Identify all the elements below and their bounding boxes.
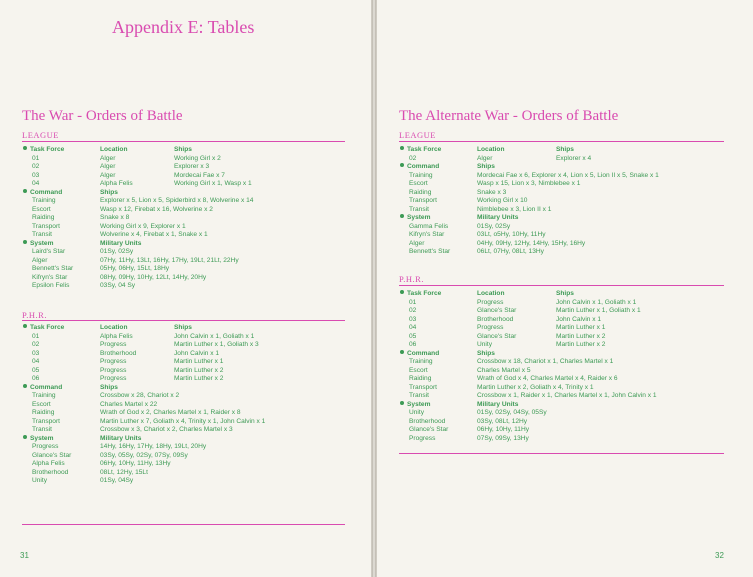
table-cell: Martin Luther x 1 bbox=[556, 324, 606, 331]
bullet-icon bbox=[400, 401, 404, 405]
table-row bbox=[400, 358, 734, 367]
table-cell: Nimblebee x 3, Lion II x 1 bbox=[477, 205, 552, 213]
phr-rule bbox=[399, 285, 724, 286]
task-header-label: Location bbox=[477, 146, 505, 153]
task-header-row bbox=[400, 290, 734, 299]
task-header-label: Ships bbox=[174, 324, 192, 331]
table-cell: John Calvin x 1, Goliath x 1 bbox=[556, 298, 637, 306]
table-cell: Wasp x 12, Firebat x 16, Wolverine x 2 bbox=[100, 205, 213, 213]
table-cell: Laird's Star bbox=[32, 248, 66, 255]
table-cell: Working Girl x 9, Explorer x 1 bbox=[100, 222, 186, 230]
task-header-label: Location bbox=[100, 146, 128, 153]
table-cell: Training bbox=[32, 197, 56, 204]
table-cell: Mordecai Fae x 7 bbox=[174, 171, 225, 179]
section-title-war: The War - Orders of Battle bbox=[22, 108, 183, 124]
table-cell: Unity bbox=[477, 341, 493, 348]
table-cell: Martin Luther x 7, Goliath x 4, Trinity x 1, John Calvin x 1 bbox=[100, 417, 266, 425]
table-cell: Transport bbox=[409, 383, 437, 391]
task-header-label: Task Force bbox=[407, 290, 442, 297]
right-phr-block bbox=[400, 290, 734, 443]
table-cell: 01Sy, 02Sy, 04Sy, 05Sy bbox=[477, 409, 547, 416]
bullet-icon bbox=[23, 146, 27, 150]
table-cell: 02 bbox=[409, 307, 417, 314]
table-row bbox=[400, 248, 734, 257]
table-cell: Progress bbox=[477, 324, 504, 331]
table-cell: Crossbow x 1, Raider x 1, Charles Martel x 1, John Calvin x 1 bbox=[477, 392, 657, 399]
table-cell: John Calvin x 1 bbox=[174, 349, 220, 357]
table-cell: Glance's Star bbox=[32, 451, 72, 459]
table-cell: 03Sy, 05Sy, 02Sy, 07Sy, 09Sy bbox=[100, 451, 188, 459]
command-header-label: Ships bbox=[100, 188, 118, 196]
league-rule bbox=[399, 141, 724, 142]
system-header-label: System bbox=[30, 434, 54, 442]
table-cell: Charles Martel x 22 bbox=[100, 400, 158, 408]
table-cell: Alger bbox=[100, 171, 116, 179]
table-row bbox=[400, 392, 734, 401]
command-header-row bbox=[23, 189, 353, 198]
table-cell: Crossbow x 18, Chariot x 1, Charles Martel x 1 bbox=[477, 358, 614, 365]
end-rule bbox=[22, 524, 345, 525]
table-cell: Bennett's Star bbox=[32, 265, 74, 272]
table-cell: Raiding bbox=[32, 409, 55, 416]
table-row bbox=[23, 350, 353, 359]
task-header-label: Location bbox=[477, 290, 505, 297]
system-header-label: Military Units bbox=[477, 400, 519, 408]
table-cell: 05Hy, 06Hy, 15Lt, 18Hy bbox=[100, 265, 170, 272]
table-cell: Progress bbox=[100, 375, 127, 382]
system-header-label: Military Units bbox=[100, 434, 142, 442]
table-cell: John Calvin x 1 bbox=[556, 315, 602, 323]
table-cell: Martin Luther x 1, Goliath x 3 bbox=[174, 341, 259, 348]
table-row bbox=[23, 375, 353, 384]
table-cell: Working Girl x 1, Wasp x 1 bbox=[174, 180, 252, 187]
table-cell: Training bbox=[32, 392, 56, 399]
table-cell: 03Sy, 04 Sy bbox=[100, 282, 136, 289]
table-row bbox=[23, 392, 353, 401]
table-cell: Training bbox=[409, 171, 433, 179]
table-cell: 02 bbox=[32, 163, 40, 170]
system-header-row bbox=[400, 401, 734, 410]
table-cell: Raiding bbox=[409, 188, 432, 196]
table-row bbox=[23, 265, 353, 274]
bullet-icon bbox=[400, 163, 404, 167]
table-cell: 05 bbox=[32, 366, 40, 374]
end-rule bbox=[399, 453, 724, 454]
table-cell: Transit bbox=[409, 392, 429, 399]
command-header-label: Command bbox=[407, 163, 440, 170]
table-cell: 06Hy, 10Hy, 11Hy, 13Hy bbox=[100, 460, 171, 467]
table-cell: Charles Martel x 5 bbox=[477, 366, 531, 374]
table-cell: Progress bbox=[100, 366, 127, 374]
table-cell: Transit bbox=[409, 205, 429, 213]
table-row bbox=[400, 341, 734, 350]
table-row bbox=[23, 443, 353, 452]
phr-rule bbox=[22, 320, 345, 321]
table-row bbox=[23, 452, 353, 461]
table-cell: Explorer x 5, Lion x 5, Spiderbird x 8, Wolverine x 14 bbox=[100, 197, 254, 204]
table-row bbox=[400, 172, 734, 181]
table-cell: Transport bbox=[32, 417, 60, 425]
table-cell: 03 bbox=[409, 315, 417, 323]
system-header-label: System bbox=[407, 214, 431, 221]
table-cell: 04 bbox=[409, 324, 417, 331]
table-cell: Working Girl x 10 bbox=[477, 197, 528, 204]
table-row bbox=[400, 231, 734, 240]
table-cell: Progress bbox=[100, 341, 127, 348]
table-cell: 06Lt, 07Hy, 08Lt, 13Hy bbox=[477, 248, 544, 255]
table-cell: Martin Luther x 2 bbox=[556, 341, 606, 348]
command-header-row bbox=[23, 384, 353, 393]
table-row bbox=[23, 214, 353, 223]
table-row bbox=[23, 180, 353, 189]
table-row bbox=[400, 435, 734, 444]
table-cell: Progress bbox=[32, 443, 59, 450]
right-page bbox=[376, 0, 753, 577]
table-cell: Training bbox=[409, 358, 433, 365]
bullet-icon bbox=[23, 384, 27, 388]
table-cell: Progress bbox=[477, 298, 504, 306]
table-row bbox=[400, 299, 734, 308]
table-cell: Martin Luther x 2 bbox=[174, 375, 224, 382]
table-row bbox=[23, 163, 353, 172]
task-header-label: Ships bbox=[556, 290, 574, 297]
table-cell: Wasp x 15, Lion x 3, Nimblebee x 1 bbox=[477, 180, 581, 187]
bullet-icon bbox=[23, 240, 27, 244]
table-cell: 03 bbox=[32, 349, 40, 357]
task-header-label: Ships bbox=[174, 146, 192, 153]
command-header-row bbox=[400, 163, 734, 172]
table-row bbox=[400, 324, 734, 333]
league-label: LEAGUE bbox=[22, 130, 59, 140]
table-cell: Brotherhood bbox=[477, 315, 514, 323]
table-cell: Glance's Star bbox=[477, 332, 517, 340]
table-row bbox=[400, 206, 734, 215]
table-cell: Working Girl x 2 bbox=[174, 154, 221, 162]
table-cell: Bennett's Star bbox=[409, 248, 451, 255]
table-cell: Brotherhood bbox=[409, 417, 446, 425]
table-cell: Progress bbox=[100, 358, 127, 365]
league-label: LEAGUE bbox=[399, 130, 436, 140]
table-row bbox=[23, 426, 353, 435]
task-header-label: Task Force bbox=[30, 146, 65, 153]
table-cell: Mordecai Fae x 6, Explorer x 4, Lion x 5, Lion II x 5, Snake x 1 bbox=[477, 171, 659, 179]
table-cell: 08Hy, 09Hy, 10Hy, 12Lt, 14Hy, 20Hy bbox=[100, 273, 207, 281]
table-cell: Transport bbox=[409, 197, 437, 204]
table-row bbox=[23, 401, 353, 410]
table-cell: Escort bbox=[409, 180, 428, 187]
table-cell: Glance's Star bbox=[409, 426, 449, 433]
table-cell: Brotherhood bbox=[32, 468, 69, 476]
table-row bbox=[23, 197, 353, 206]
table-row bbox=[400, 367, 734, 376]
table-row bbox=[23, 477, 353, 486]
bullet-icon bbox=[23, 435, 27, 439]
table-cell: Alger bbox=[32, 256, 48, 264]
phr-label: P.H.R. bbox=[22, 310, 47, 320]
table-row bbox=[400, 307, 734, 316]
table-cell: 05 bbox=[409, 332, 417, 340]
system-header-row bbox=[400, 214, 734, 223]
table-cell: 01 bbox=[409, 298, 417, 306]
table-cell: 03Lt, o5Hy, 10Hy, 11Hy bbox=[477, 231, 546, 238]
table-cell: Brotherhood bbox=[100, 349, 137, 357]
table-cell: Raiding bbox=[32, 214, 55, 221]
table-cell: Kifryn's Star bbox=[32, 273, 68, 281]
table-cell: Escort bbox=[32, 205, 51, 213]
table-row bbox=[400, 426, 734, 435]
table-cell: Martin Luther x 2, Goliath x 4, Trinity x 1 bbox=[477, 383, 594, 391]
table-row bbox=[23, 341, 353, 350]
table-row bbox=[400, 316, 734, 325]
left-page bbox=[0, 0, 372, 577]
table-cell: 02 bbox=[409, 154, 417, 162]
command-header-label: Ships bbox=[477, 349, 495, 357]
table-cell: Alpha Felis bbox=[100, 332, 133, 340]
table-cell: Martin Luther x 1 bbox=[174, 358, 224, 365]
system-header-label: System bbox=[30, 239, 54, 247]
command-header-row bbox=[400, 350, 734, 359]
left-phr-block bbox=[23, 324, 353, 486]
table-cell: Martin Luther x 2 bbox=[556, 332, 606, 340]
bullet-icon bbox=[400, 214, 404, 218]
bullet-icon bbox=[400, 350, 404, 354]
table-row bbox=[23, 206, 353, 215]
table-cell: Epsilon Felis bbox=[32, 282, 70, 289]
table-row bbox=[400, 384, 734, 393]
table-row bbox=[23, 282, 353, 291]
table-cell: Gamma Felis bbox=[409, 222, 449, 230]
command-header-label: Ships bbox=[100, 383, 118, 391]
table-row bbox=[400, 333, 734, 342]
bullet-icon bbox=[23, 324, 27, 328]
task-header-label: Location bbox=[100, 324, 128, 331]
table-cell: Crossbow x 3, Chariot x 2, Charles Martel x 3 bbox=[100, 426, 233, 433]
table-cell: 14Hy, 16Hy, 17Hy, 18Hy, 19Lt, 20Hy bbox=[100, 443, 207, 450]
table-row bbox=[400, 240, 734, 249]
system-header-label: Military Units bbox=[100, 239, 142, 247]
task-header-label: Task Force bbox=[30, 324, 65, 331]
table-cell: Progress bbox=[409, 434, 436, 442]
table-row bbox=[23, 223, 353, 232]
right-league-block bbox=[400, 146, 734, 257]
table-cell: Martin Luther x 2 bbox=[174, 366, 224, 374]
table-cell: Escort bbox=[32, 400, 51, 408]
table-row bbox=[23, 231, 353, 240]
table-cell: Explorer x 4 bbox=[556, 154, 592, 162]
table-cell: 04 bbox=[32, 180, 40, 187]
system-header-row bbox=[23, 240, 353, 249]
task-header-label: Task Force bbox=[407, 146, 442, 153]
table-cell: Alger bbox=[477, 154, 493, 162]
left-league-block bbox=[23, 146, 353, 291]
table-cell: Alger bbox=[409, 239, 425, 247]
table-cell: Wrath of God x 4, Charles Martel x 4, Raider x 6 bbox=[477, 375, 618, 382]
table-row bbox=[400, 189, 734, 198]
table-row bbox=[23, 469, 353, 478]
table-cell: 01 bbox=[32, 332, 40, 340]
table-row bbox=[400, 409, 734, 418]
table-cell: Unity bbox=[409, 409, 425, 416]
table-cell: 07Sy, 09Sy, 13Hy bbox=[477, 434, 529, 442]
system-header-label: System bbox=[407, 400, 431, 408]
table-cell: Unity bbox=[32, 477, 48, 484]
table-row bbox=[400, 155, 734, 164]
league-rule bbox=[22, 141, 345, 142]
table-cell: 01Sy, 02Sy bbox=[477, 222, 511, 230]
table-row bbox=[23, 248, 353, 257]
table-cell: Transit bbox=[32, 426, 52, 433]
table-row bbox=[23, 358, 353, 367]
table-row bbox=[23, 257, 353, 266]
table-cell: Crossbow x 28, Chariot x 2 bbox=[100, 392, 180, 399]
bullet-icon bbox=[400, 290, 404, 294]
phr-label: P.H.R. bbox=[399, 274, 424, 284]
system-header-row bbox=[23, 435, 353, 444]
table-cell: Explorer x 3 bbox=[174, 163, 210, 170]
command-header-label: Command bbox=[407, 349, 440, 357]
appendix-title: Appendix E: Tables bbox=[112, 17, 255, 37]
table-cell: Transit bbox=[32, 231, 52, 238]
table-row bbox=[400, 418, 734, 427]
table-cell: Alger bbox=[100, 154, 116, 162]
page-number: 31 bbox=[20, 551, 29, 560]
section-title-alternate-war: The Alternate War - Orders of Battle bbox=[399, 108, 619, 124]
table-cell: Snake x 3 bbox=[477, 188, 507, 196]
table-row bbox=[23, 409, 353, 418]
table-row bbox=[23, 172, 353, 181]
command-header-label: Ships bbox=[477, 163, 495, 170]
table-row bbox=[23, 367, 353, 376]
table-cell: 02 bbox=[32, 341, 40, 348]
table-cell: 07Hy, 11Hy, 13Lt, 16Hy, 17Hy, 19Lt, 21Lt, 22Hy bbox=[100, 256, 239, 264]
task-header-row bbox=[23, 324, 353, 333]
table-row bbox=[23, 418, 353, 427]
table-cell: 03 bbox=[32, 171, 40, 179]
table-row bbox=[23, 460, 353, 469]
table-row bbox=[23, 155, 353, 164]
table-cell: Glance's Star bbox=[477, 307, 517, 314]
table-cell: 01 bbox=[32, 154, 40, 162]
bullet-icon bbox=[23, 189, 27, 193]
table-cell: 04Hy, 09Hy, 12Hy, 14Hy, 15Hy, 16Hy bbox=[477, 239, 586, 247]
table-cell: Raiding bbox=[409, 375, 432, 382]
table-cell: Kifryn's Star bbox=[409, 231, 445, 238]
table-cell: Transport bbox=[32, 222, 60, 230]
table-cell: Alpha Felis bbox=[100, 180, 133, 187]
table-cell: 06 bbox=[409, 341, 417, 348]
table-cell: Wolverine x 4, Firebat x 1, Snake x 1 bbox=[100, 231, 208, 238]
table-row bbox=[23, 333, 353, 342]
table-cell: Martin Luther x 1, Goliath x 1 bbox=[556, 307, 641, 314]
system-header-label: Military Units bbox=[477, 214, 519, 221]
table-cell: Alpha Felis bbox=[32, 460, 65, 467]
table-cell: 01Sy, 04Sy bbox=[100, 477, 134, 484]
table-row bbox=[23, 274, 353, 283]
table-row bbox=[400, 180, 734, 189]
table-cell: 06 bbox=[32, 375, 40, 382]
command-header-label: Command bbox=[30, 383, 63, 391]
table-cell: Alger bbox=[100, 163, 116, 170]
table-cell: Snake x 8 bbox=[100, 214, 130, 221]
command-header-label: Command bbox=[30, 188, 63, 196]
table-cell: John Calvin x 1, Goliath x 1 bbox=[174, 332, 255, 340]
table-cell: 06Hy, 10Hy, 11Hy bbox=[477, 426, 530, 433]
task-header-row bbox=[400, 146, 734, 155]
table-cell: Escort bbox=[409, 366, 428, 374]
task-header-row bbox=[23, 146, 353, 155]
table-cell: Wrath of God x 2, Charles Martel x 1, Raider x 8 bbox=[100, 409, 241, 416]
bullet-icon bbox=[400, 146, 404, 150]
table-row bbox=[400, 223, 734, 232]
page-number: 32 bbox=[715, 551, 724, 560]
table-cell: 03Sy, 08Lt, 12Hy bbox=[477, 417, 528, 425]
table-cell: 01Sy, 02Sy bbox=[100, 248, 134, 255]
table-cell: 04 bbox=[32, 358, 40, 365]
table-row bbox=[400, 197, 734, 206]
task-header-label: Ships bbox=[556, 146, 574, 153]
table-row bbox=[400, 375, 734, 384]
table-cell: 08Lt, 12Hy, 15Lt bbox=[100, 468, 148, 476]
